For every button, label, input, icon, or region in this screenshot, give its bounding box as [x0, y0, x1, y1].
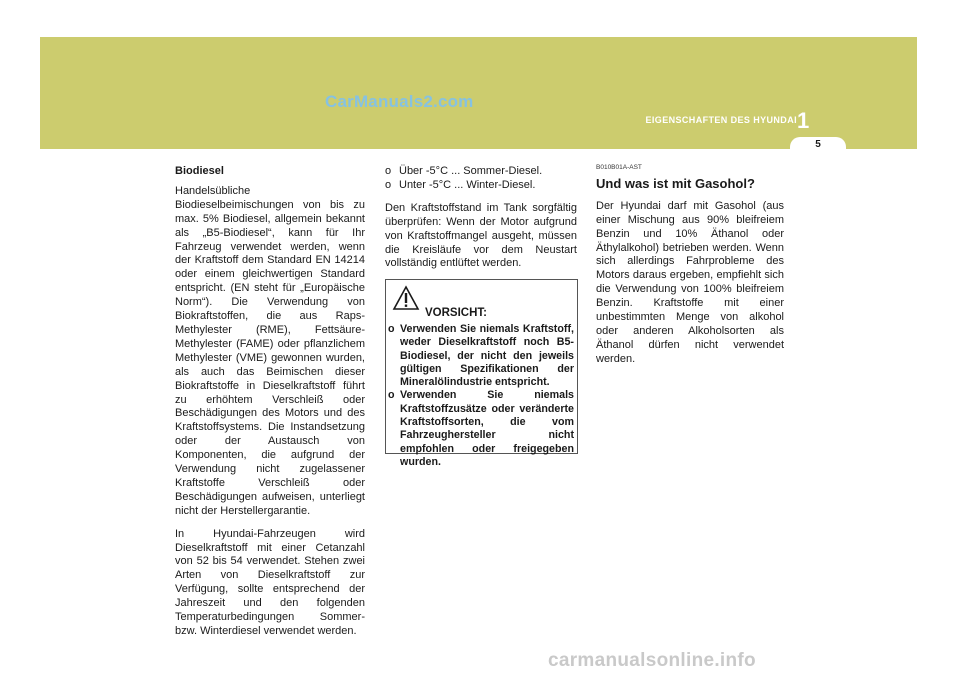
caution-title: VORSICHT:: [425, 307, 487, 319]
caution-list: [388, 323, 574, 469]
page-number: 5: [815, 139, 821, 150]
list-bullet: o: [385, 165, 392, 177]
footer-watermark-link[interactable]: carmanualsonline.info: [548, 650, 756, 671]
gasohol-title: Und was ist mit Gasohol?: [596, 175, 755, 191]
list-item: [385, 165, 577, 179]
list-item: [385, 179, 577, 193]
list-bullet: o: [385, 178, 392, 191]
section-code: B010B01A-AST: [596, 164, 642, 171]
section-title: EIGENSCHAFTEN DES HYUNDAI: [645, 115, 797, 125]
caution-item: [388, 323, 574, 389]
cetane-paragraph: In Hyundai-Fahrzeugen wird Dieselkraftstoff mit einer Cetanzahl von 52 bis 54 verwendet. Stehen zwei Arten von Dieselkraftstoff zur Verfügung, sollte entsprechend der Jahreszeit und den folgenden Temperaturbedingungen Sommer- bzw. Winterdiesel verwendet werden.: [175, 527, 365, 637]
caution-item: [388, 389, 574, 469]
warning-triangle-icon: [392, 285, 420, 311]
column-diesel: [385, 165, 577, 280]
chapter-number: 1: [797, 108, 810, 133]
gasohol-paragraph: Der Hyundai darf mit Gasohol (aus einer Mischung aus 90% bleifreiem Benzin und 10% Äthanol oder Äthylalkohol) betrieben werden. Wenn sich allerdings Fahrprobleme des Motors daraus ergeben, empfiehlt sich die Verwendung von 100% bleifreiem Benzin. Kraftstoffe mit einer unbestimmten Menge von alkohol oder anderen Alkoholsorten als Äthanol dürfen nicht verwendet werden.: [596, 199, 784, 365]
fuel-level-paragraph: Den Kraftstoffstand im Tank sorgfältig überprüfen: Wenn der Motor aufgrund von Kraftstoffmangel ausgeht, müssen die Kreisläufe vor dem Neustart vollständig entlüftet werden.: [385, 201, 577, 270]
caution-item-text: Verwenden Sie niemals Kraftstoffzusätze oder veränderte Kraftstoffsorten, die vom Fahrzeughersteller nicht empfohlen oder freigegeben wurden.: [400, 389, 574, 468]
biodiesel-paragraph: Handelsübliche Biodieselbeimischungen von bis zu max. 5% Biodiesel, allgemein bekannt als „B5-Biodiesel“, kann für Ihr Fahrzeug verwendet werden, wenn der Kraftstoff dem Standard EN 14214 oder einem gleichwertigen Standard entspricht. (EN steht für „Europäische Norm“). Die Verwendung von Biokraftstoffen, die aus Raps-Methylester (RME), Fettsäure-Methylester (FAME) oder pflanzlichem Methylester (VME) gewonnen wurden, als auch das Beimischen dieser Biokraftstoffe in Dieselkraftstoff führt zu erhöhtem Verschleiß oder Beschädigungen des Motors und des Kraftstoffsystems. Die Instandsetzung oder der Austausch von Komponenten, die aufgrund der Verwendung nicht zugelassener Kraftstoffe Verschleiß oder Beschädigungen aufweisen, unterliegt nicht der Herstellergarantie.: [175, 184, 365, 517]
column-biodiesel: [175, 165, 365, 648]
caution-item-text: Verwenden Sie niemals Kraftstoff, weder Dieselkraftstoff noch B5-Biodiesel, der nicht den jeweils gültigen Spezifikationen der Mineralölindustrie entspricht.: [400, 323, 574, 389]
caution-bullet: o: [388, 323, 395, 335]
column-gasohol: [596, 161, 784, 376]
biodiesel-heading: Biodiesel: [175, 165, 224, 177]
header-band: [40, 37, 917, 149]
caution-bullet: o: [388, 389, 395, 402]
site-logo-link[interactable]: CarManuals2.com: [325, 92, 474, 111]
list-item-text: Unter -5°C ... Winter-Diesel.: [399, 178, 536, 191]
list-item-text: Über -5°C ... Sommer-Diesel.: [399, 165, 543, 177]
